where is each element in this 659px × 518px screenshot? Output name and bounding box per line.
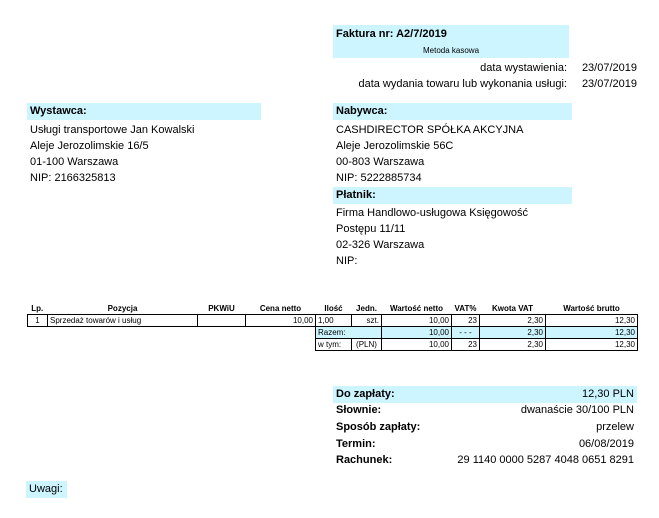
seller-street: Aleje Jerozolimskie 16/5 xyxy=(30,140,149,152)
cell-brutto: 12,30 xyxy=(546,315,638,327)
delivery-date-label: data wydania towaru lub wykonania usługi: xyxy=(358,78,567,90)
seller-city: 01-100 Warszawa xyxy=(30,156,119,168)
in-that-netto: 10,00 xyxy=(382,339,452,351)
cell-lp: 1 xyxy=(28,315,48,327)
in-words-row xyxy=(333,402,637,419)
issue-date-label: data wystawienia: xyxy=(480,62,567,74)
total-label: Razem: xyxy=(316,327,382,339)
issue-date: 23/07/2019 xyxy=(581,62,637,74)
payment-method-title: Metoda kasowa xyxy=(422,46,480,55)
table-row xyxy=(28,315,638,327)
cell-netto: 10,00 xyxy=(382,315,452,327)
invoice-header-box xyxy=(333,25,569,58)
cell-pkwiu xyxy=(198,315,246,327)
due-date-row xyxy=(333,436,637,453)
col-header-brutto: Wartość brutto xyxy=(546,303,638,315)
account-number: 29 1140 0000 5287 4048 0651 8291 xyxy=(457,454,634,466)
in-that-label: w tym: xyxy=(316,339,352,351)
seller-nip: NIP: 2166325813 xyxy=(30,172,116,184)
payment-method-row xyxy=(333,419,637,436)
payer-city: 02-326 Warszawa xyxy=(336,239,425,251)
seller-title: Wystawca: xyxy=(27,103,261,120)
in-words-label: Słownie: xyxy=(336,404,382,416)
cell-vat: 23 xyxy=(452,315,480,327)
buyer-title: Nabywca: xyxy=(333,103,572,120)
payer-title: Płatnik: xyxy=(333,187,572,204)
payment-method-value: przelew xyxy=(596,421,634,433)
notes-title: Uwagi: xyxy=(26,481,67,498)
col-header-pozycja: Pozycja xyxy=(48,303,198,315)
seller-block xyxy=(30,122,194,186)
in-words-value: dwanaście 30/100 PLN xyxy=(520,404,634,416)
buyer-name: CASHDIRECTOR SPÓŁKA AKCYJNA xyxy=(336,124,524,136)
due-date-value: 06/08/2019 xyxy=(578,438,634,450)
col-header-cena: Cena netto xyxy=(246,303,316,315)
in-that-row xyxy=(28,339,638,351)
cell-pozycja: Sprzedaż towarów i usług xyxy=(48,315,198,327)
account-row xyxy=(333,452,637,469)
payment-method-label: Sposób zapłaty: xyxy=(336,421,421,433)
col-header-lp: Lp. xyxy=(28,303,48,315)
in-that-currency: (PLN) xyxy=(352,339,382,351)
buyer-street: Aleje Jerozolimskie 56C xyxy=(336,140,454,152)
account-label: Rachunek: xyxy=(336,454,393,466)
payer-street: Postępu 11/11 xyxy=(336,223,406,235)
to-pay-row xyxy=(333,386,637,403)
total-kwota-vat: 2,30 xyxy=(480,327,546,339)
col-header-kwota-vat: Kwota VAT xyxy=(480,303,546,315)
invoice-number: Faktura nr: A2/7/2019 xyxy=(336,28,447,40)
delivery-date: 23/07/2019 xyxy=(581,78,637,90)
col-header-pkwiu: PKWiU xyxy=(198,303,246,315)
cell-ilosc: 1,00 xyxy=(316,315,352,327)
cell-kwota-vat: 2,30 xyxy=(480,315,546,327)
buyer-block xyxy=(336,122,523,186)
total-netto: 10,00 xyxy=(382,327,452,339)
total-row xyxy=(28,327,638,339)
in-that-brutto: 12,30 xyxy=(546,339,638,351)
buyer-nip: NIP: 5222885734 xyxy=(336,172,422,184)
cell-cena: 10,00 xyxy=(246,315,316,327)
total-brutto: 12,30 xyxy=(546,327,638,339)
to-pay-amount: 12,30 PLN xyxy=(582,388,634,400)
table-header-row xyxy=(28,303,638,315)
total-vat: - - - xyxy=(452,327,480,339)
seller-name: Usługi transportowe Jan Kowalski xyxy=(30,124,195,136)
payer-name: Firma Handlowo-usługowa Księgowość xyxy=(336,207,528,219)
in-that-vat: 23 xyxy=(452,339,480,351)
in-that-kwota-vat: 2,30 xyxy=(480,339,546,351)
col-header-jedn: Jedn. xyxy=(352,303,382,315)
cell-jedn: szt. xyxy=(352,315,382,327)
buyer-city: 00-803 Warszawa xyxy=(336,156,425,168)
col-header-ilosc: Ilość xyxy=(316,303,352,315)
due-date-label: Termin: xyxy=(336,438,376,450)
payer-nip: NIP: xyxy=(336,255,358,267)
payer-block xyxy=(336,205,528,269)
items-table xyxy=(27,303,638,351)
col-header-netto: Wartość netto xyxy=(382,303,452,315)
to-pay-label: Do zapłaty: xyxy=(336,388,395,400)
col-header-vat: VAT% xyxy=(452,303,480,315)
